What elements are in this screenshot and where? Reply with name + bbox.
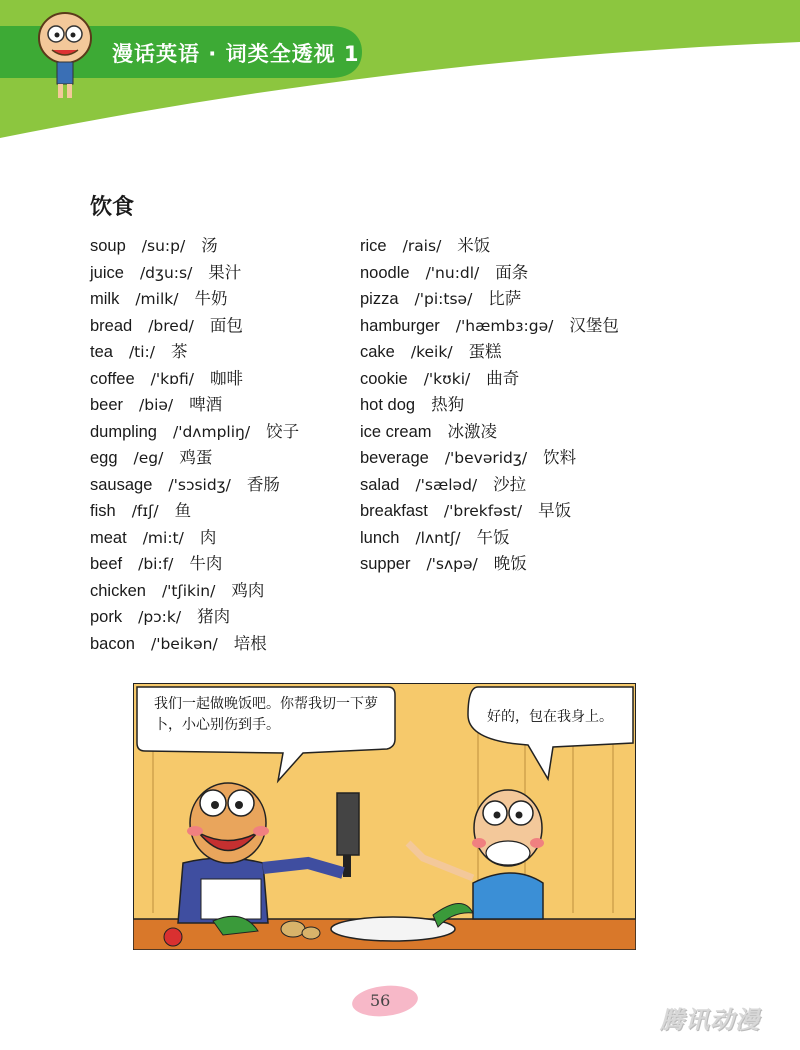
vocab-word: pork [90,608,123,626]
vocab-phonetic: /ti:/ [128,343,155,361]
vocab-item [360,419,635,446]
vocab-word: sausage [90,475,153,494]
vocab-meaning: 饺子 [266,421,300,441]
vocab-phonetic: /'sæləd/ [415,475,478,494]
page-number: 56 [370,991,391,1010]
watermark-logo: 腾讯动漫 [660,1006,760,1034]
vocab-meaning: 比萨 [488,289,522,308]
vocab-meaning: 猪肉 [197,607,231,626]
vocab-item [90,260,315,287]
vocab-word: pizza [360,290,399,308]
vocab-word: bacon [90,634,135,653]
vocab-meaning: 汤 [201,236,218,255]
vocab-word: lunch [360,528,400,547]
vocab-word: bread [90,316,133,335]
vocab-meaning: 曲奇 [486,368,520,388]
vocab-item [90,631,315,658]
vocab-item [90,286,315,313]
section-title: 饮食 [90,195,135,220]
vocab-phonetic: /'kʊki/ [423,369,471,388]
vocab-item [90,392,315,419]
vocab-meaning: 热狗 [431,395,465,414]
vocab-phonetic: /fɪʃ/ [131,502,159,520]
vocab-meaning: 鱼 [174,501,192,520]
vocab-item [360,286,635,313]
vocab-phonetic: /su:p/ [141,237,186,255]
cleaver-icon [337,793,359,855]
vocab-item [90,551,315,578]
vocab-phonetic: /lʌntʃ/ [415,528,461,547]
vocab-phonetic: /'dʌmpliŋ/ [172,422,251,441]
vocab-meaning: 饮料 [543,448,577,467]
vocab-meaning: 啤酒 [189,395,223,414]
vocab-word: ice cream [360,422,432,441]
vocab-item [90,419,315,446]
vocab-phonetic: /'hæmbɜ:gə/ [455,316,554,335]
vocab-word: chicken [90,581,146,600]
vocab-phonetic: /mi:t/ [142,528,184,547]
vocab-word: salad [360,475,400,494]
vocab-meaning: 蛋糕 [468,342,502,361]
vocab-phonetic: /biə/ [139,396,174,414]
vocab-word: breakfast [360,502,428,520]
vocab-meaning: 早饭 [538,501,572,520]
vocab-item [90,233,315,260]
vocab-phonetic: /'brekfəst/ [443,502,523,520]
vocab-item [90,445,315,472]
vocab-word: soup [90,237,126,255]
vocab-item [360,472,635,499]
vocab-item [90,472,315,499]
vocab-word: dumpling [90,422,157,441]
vocab-phonetic: /milk/ [135,290,179,308]
vocab-meaning: 沙拉 [493,474,527,494]
vocab-word: hamburger [360,316,440,335]
vocab-meaning: 香肠 [246,474,280,494]
header-banner-graphic [0,0,800,140]
vocab-item [360,445,635,472]
vocab-phonetic: /'pi:tsə/ [414,290,473,308]
vocab-item [360,498,635,525]
page-header [0,0,800,140]
vocab-item [360,525,635,552]
vocab-meaning: 咖啡 [209,368,243,388]
vocab-meaning: 午饭 [476,527,510,547]
vocab-word: coffee [90,369,135,388]
speech-bubble-right-text: 好的，包在我身上。 [487,709,613,725]
vocab-item [90,525,315,552]
vocab-item [90,313,315,340]
vocab-meaning: 晚饭 [493,554,527,573]
vocab-word: cookie [360,369,408,388]
vocab-word: hot dog [360,396,416,414]
vocab-word: beef [90,555,123,573]
vocab-phonetic: /'kɒfi/ [150,369,194,388]
vocab-phonetic: /'bevəridʒ/ [444,449,528,467]
vocab-meaning: 冰激凌 [447,421,498,441]
vocab-meaning: 果汁 [208,262,242,282]
vocab-phonetic: /'tʃikin/ [161,581,216,600]
vocab-item [360,260,635,287]
vocab-item [90,366,315,393]
vocab-meaning: 培根 [233,633,267,653]
vocab-word: cake [360,343,395,361]
vocab-item [90,339,315,366]
vocab-phonetic: /'sʌpə/ [426,555,478,573]
vocab-word: fish [90,502,116,520]
vocab-item [90,604,315,631]
vocab-item [360,313,635,340]
vocab-word: egg [90,449,118,467]
vocab-word: noodle [360,263,410,282]
vocab-phonetic: /dʒu:s/ [139,263,193,282]
vocab-word: supper [360,555,411,573]
vocab-phonetic: /eg/ [133,449,164,467]
vocab-meaning: 茶 [171,342,188,361]
speech-bubble-left-text: 我们一起做晚饭吧。你帮我切一下萝卜，小心别伤到手。 [154,696,378,733]
vocab-item [360,551,635,578]
vocab-item [360,366,635,393]
vocab-phonetic: /'beikən/ [150,634,218,653]
vocab-phonetic: /keik/ [410,343,453,361]
vocab-meaning: 面条 [495,262,529,282]
vocab-meaning: 面包 [209,315,243,335]
vocab-item [360,233,635,260]
vocab-meaning: 汉堡包 [569,315,619,335]
vocab-phonetic: /bred/ [148,316,194,335]
vocab-meaning: 鸡肉 [231,580,265,600]
vocab-meaning: 肉 [199,527,217,547]
vocab-word: juice [90,263,124,282]
vocab-phonetic: /bi:f/ [138,555,174,573]
vocab-word: tea [90,343,113,361]
vocab-word: milk [90,290,120,308]
vocab-phonetic: /'sɔsidʒ/ [168,475,231,494]
vocab-item [360,339,635,366]
vocab-meaning: 牛奶 [194,289,228,308]
vocab-phonetic: /rais/ [402,237,442,255]
vocab-meaning: 米饭 [457,236,491,255]
vocab-item [360,392,635,419]
vocab-phonetic: /'nu:dl/ [425,263,480,282]
header-title: 漫话英语 · 词类全透视 1 [112,42,360,66]
vocab-item [90,498,315,525]
vocab-word: meat [90,528,127,547]
vocab-list-left [90,233,315,657]
vocab-phonetic: /pɔ:k/ [138,608,182,626]
vocab-word: rice [360,237,387,255]
vocab-meaning: 鸡蛋 [179,448,213,467]
vocab-item [90,578,315,605]
vocab-word: beer [90,396,124,414]
vocab-word: beverage [360,449,429,467]
tomato-icon [164,928,182,946]
vocab-list-right [360,233,635,578]
vocab-meaning: 牛肉 [189,554,223,573]
